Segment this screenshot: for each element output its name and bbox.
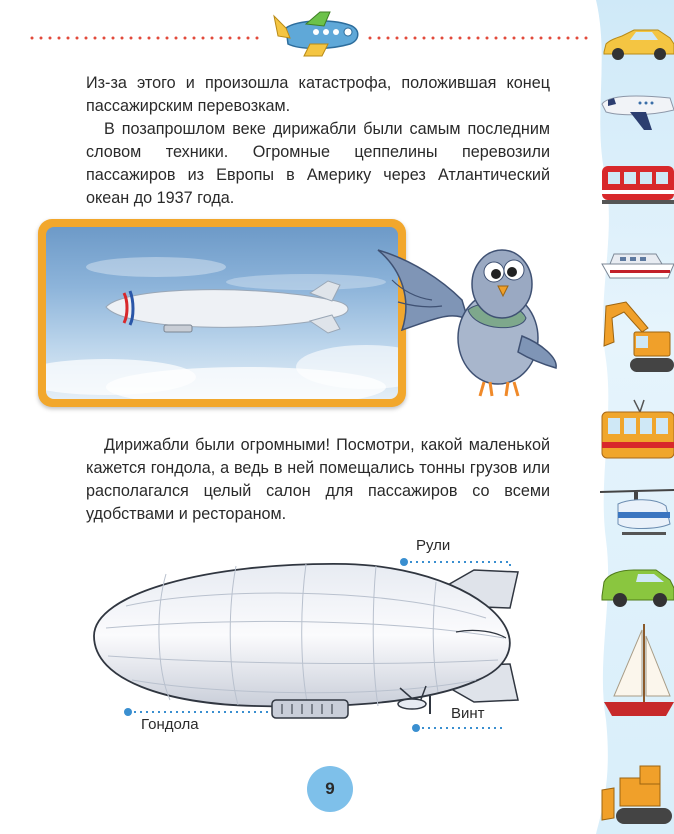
label-propeller: Винт [451,705,485,722]
helicopter-icon [600,484,674,546]
car-icon [600,562,674,610]
bulldozer-icon [600,760,674,830]
decorative-dotted-line [368,36,590,40]
leader-dot-gondola [124,708,132,716]
leader-dot-propeller [412,724,420,732]
leader-dot-rudders [400,558,408,566]
cartoon-plane-icon [270,10,362,58]
label-rudders: Рули [416,537,451,554]
pigeon-character [372,240,562,400]
paragraph-gondola: Дирижабли были огромными! Посмотри, какой маленькой кажется гондола, а ведь в ней помещались тонны грузов или располагался целый салон для пассажиров со всеми удобствами и рестораном. [86,436,550,523]
airship-gondola [272,700,348,718]
paragraph-zeppelins: В позапрошлом веке дирижабли были самым последним словом техники. Огромные цеппелины перевозили пассажиров из Европы в Америку через Атлантический океан до 1937 года. [86,120,550,207]
airship-photo-frame [38,219,406,407]
airship-photo-illustration [46,227,398,399]
decorative-dotted-line [30,36,266,40]
car-icon [600,22,674,64]
excavator-icon [600,298,674,380]
train-icon [600,160,674,208]
paragraph-catastrophe: Из-за этого и произошла катастрофа, положившая конец пассажирским перевозкам. [86,74,550,115]
airplane-icon [600,82,674,134]
label-gondola: Гондола [141,716,199,733]
boat-icon [600,238,674,284]
airship-photo [46,227,398,399]
sailboat-icon [600,622,674,722]
tram-icon [600,398,674,468]
page-number-badge: 9 [307,766,353,812]
